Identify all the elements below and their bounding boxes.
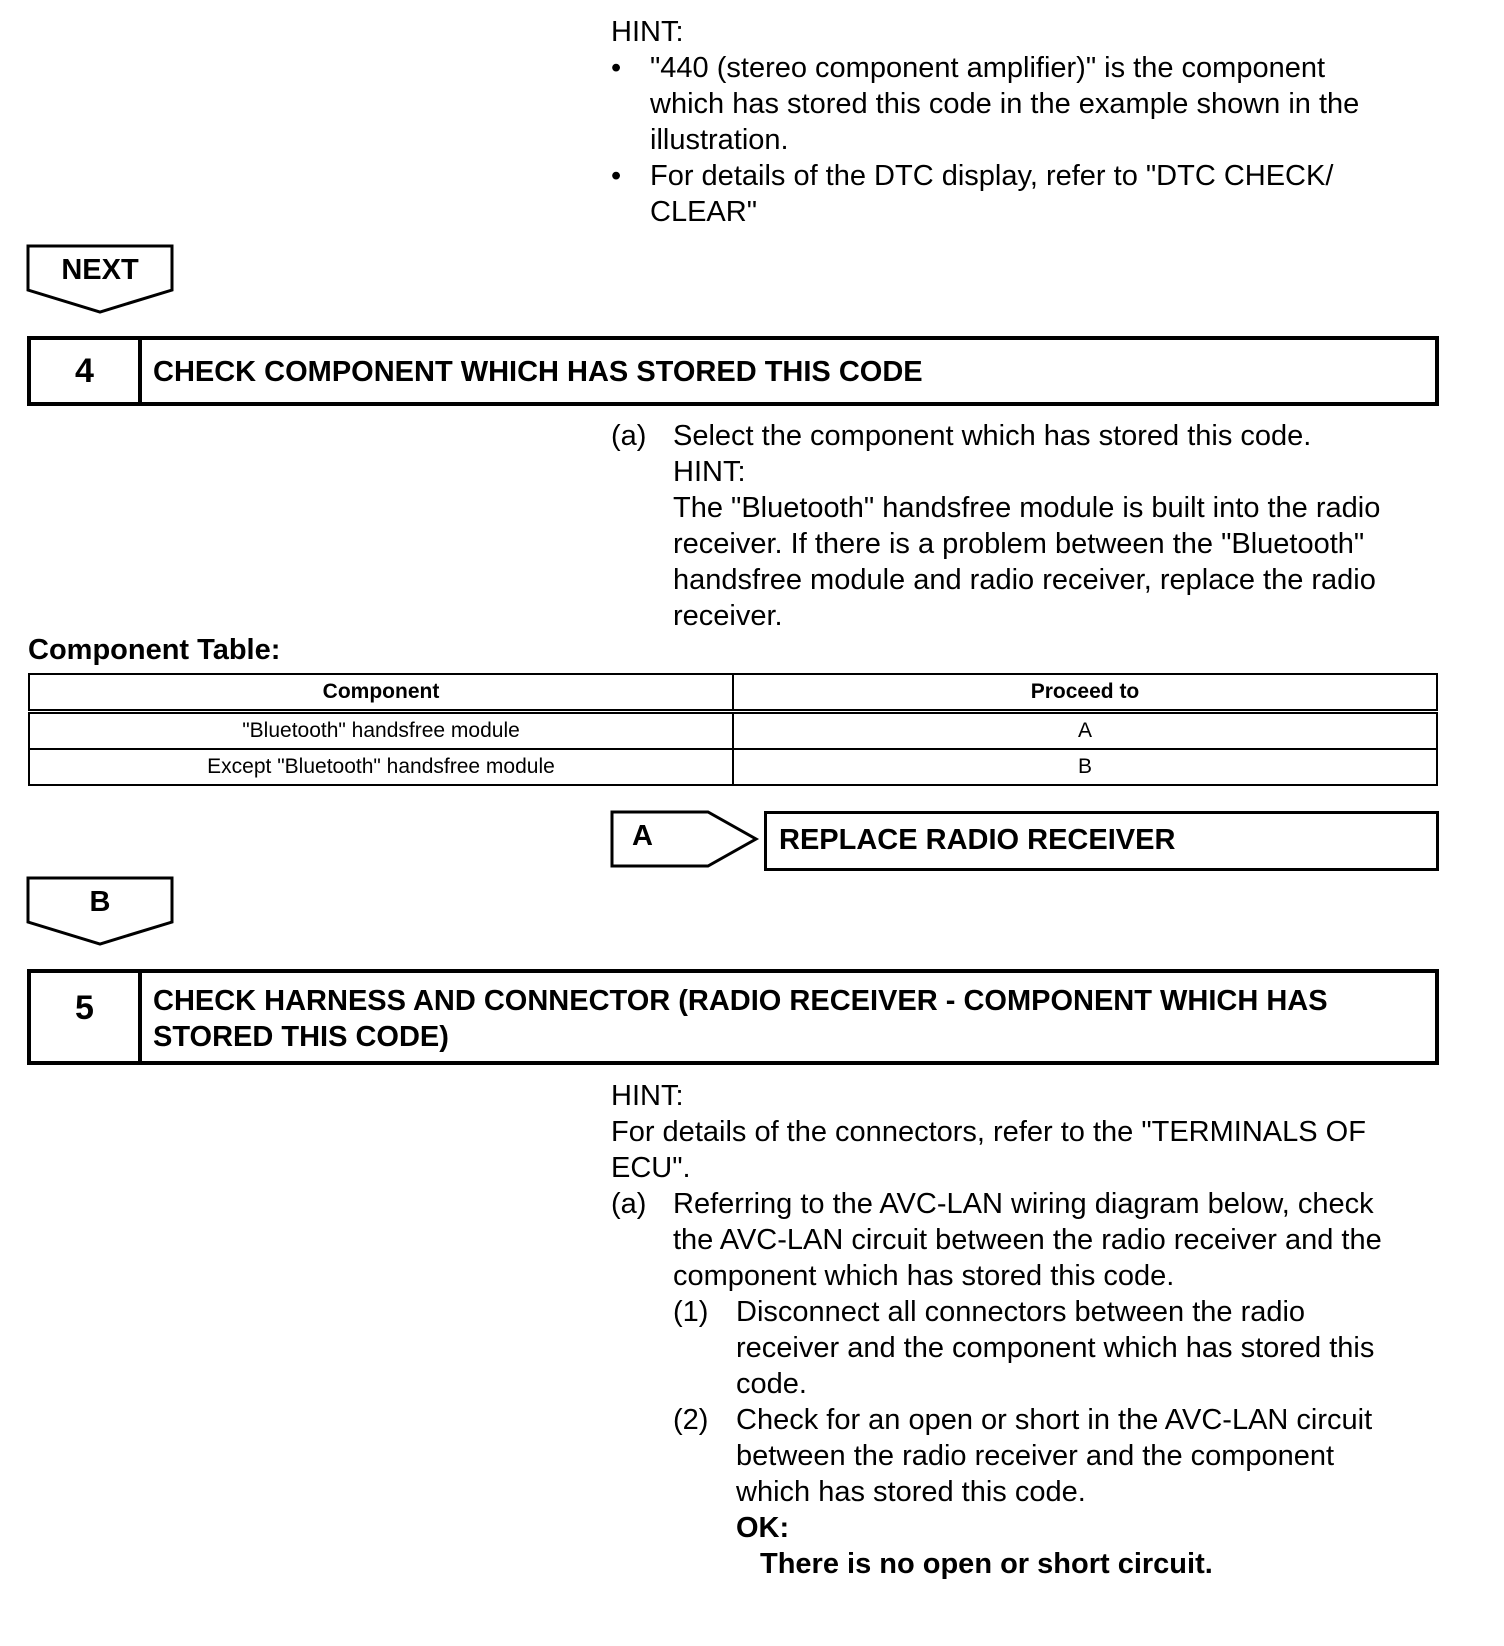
step5-sub1-line-1: Disconnect all connectors between the radio — [736, 1296, 1306, 1328]
step-title: CHECK COMPONENT WHICH HAS STORED THIS CODE — [153, 356, 923, 388]
step-number: 4 — [31, 340, 142, 402]
b-arrow — [26, 876, 174, 946]
step5-hint-line-2: ECU". — [611, 1152, 691, 1184]
table-header-proceed: Proceed to — [733, 674, 1437, 712]
step5-sub1-line-2: receiver and the component which has stored this — [736, 1332, 1375, 1364]
result-a-arrow — [610, 810, 760, 868]
component-table — [28, 673, 1438, 786]
table-row — [29, 712, 1437, 750]
hint-bullet-1-line-1: "440 (stereo component amplifier)" is the component — [650, 52, 1326, 84]
table-cell: A — [733, 712, 1437, 750]
step-5-header — [27, 969, 1439, 1065]
hint-bullet-1-line-2: which has stored this code in the example shown in the — [650, 88, 1360, 120]
step-number: 5 — [31, 973, 142, 1061]
result-a-label: A — [632, 820, 653, 852]
bullet-icon: • — [611, 52, 622, 84]
ok-text: There is no open or short circuit. — [760, 1548, 1213, 1580]
table-cell: B — [733, 749, 1437, 785]
step4-item-a-text: Select the component which has stored this code. — [673, 420, 1312, 452]
step5-hint-label: HINT: — [611, 1080, 684, 1112]
table-caption: Component Table: — [28, 634, 281, 666]
table-cell: "Bluetooth" handsfree module — [29, 712, 733, 750]
step4-hint-line-3: handsfree module and radio receiver, replace the radio — [673, 564, 1376, 596]
step4-hint-line-1: The "Bluetooth" handsfree module is built into the radio — [673, 492, 1381, 524]
sub-item-marker: (1) — [673, 1296, 709, 1328]
step-title-line-2: STORED THIS CODE) — [153, 1021, 449, 1053]
step-4-header — [27, 336, 1439, 406]
hint-bullet-2-line-1: For details of the DTC display, refer to "DTC CHECK/ — [650, 160, 1334, 192]
hint-label: HINT: — [611, 16, 684, 48]
step4-hint-label: HINT: — [673, 456, 746, 488]
item-marker: (a) — [611, 1188, 647, 1220]
table-row — [29, 749, 1437, 785]
step5-item-a-line-1: Referring to the AVC-LAN wiring diagram below, check — [673, 1188, 1374, 1220]
result-a-action-box — [764, 811, 1439, 871]
hint-bullet-1-line-3: illustration. — [650, 124, 789, 156]
result-a-action: REPLACE RADIO RECEIVER — [779, 824, 1176, 856]
step-title-line-1: CHECK HARNESS AND CONNECTOR (RADIO RECEIVER - COMPONENT WHICH HAS — [153, 985, 1328, 1017]
b-label: B — [89, 886, 111, 918]
step4-hint-line-2: receiver. If there is a problem between the "Bluetooth" — [673, 528, 1365, 560]
bullet-icon: • — [611, 160, 622, 192]
step5-sub2-line-1: Check for an open or short in the AVC-LAN circuit — [736, 1404, 1373, 1436]
table-cell: Except "Bluetooth" handsfree module — [29, 749, 733, 785]
sub-item-marker: (2) — [673, 1404, 709, 1436]
next-arrow — [26, 244, 174, 314]
next-label: NEXT — [61, 254, 139, 286]
step5-hint-line-1: For details of the connectors, refer to the "TERMINALS OF — [611, 1116, 1366, 1148]
table-header-row — [29, 674, 1437, 712]
hint-bullet-2-line-2: CLEAR" — [650, 196, 757, 228]
step5-sub1-line-3: code. — [736, 1368, 807, 1400]
table-header-component: Component — [29, 674, 733, 712]
step5-sub2-line-2: between the radio receiver and the component — [736, 1440, 1335, 1472]
step5-item-a-line-2: the AVC-LAN circuit between the radio receiver and the — [673, 1224, 1382, 1256]
step5-sub2-line-3: which has stored this code. — [736, 1476, 1086, 1508]
step5-item-a-line-3: component which has stored this code. — [673, 1260, 1175, 1292]
step4-hint-line-4: receiver. — [673, 600, 783, 632]
item-marker: (a) — [611, 420, 647, 452]
ok-label: OK: — [736, 1512, 790, 1544]
